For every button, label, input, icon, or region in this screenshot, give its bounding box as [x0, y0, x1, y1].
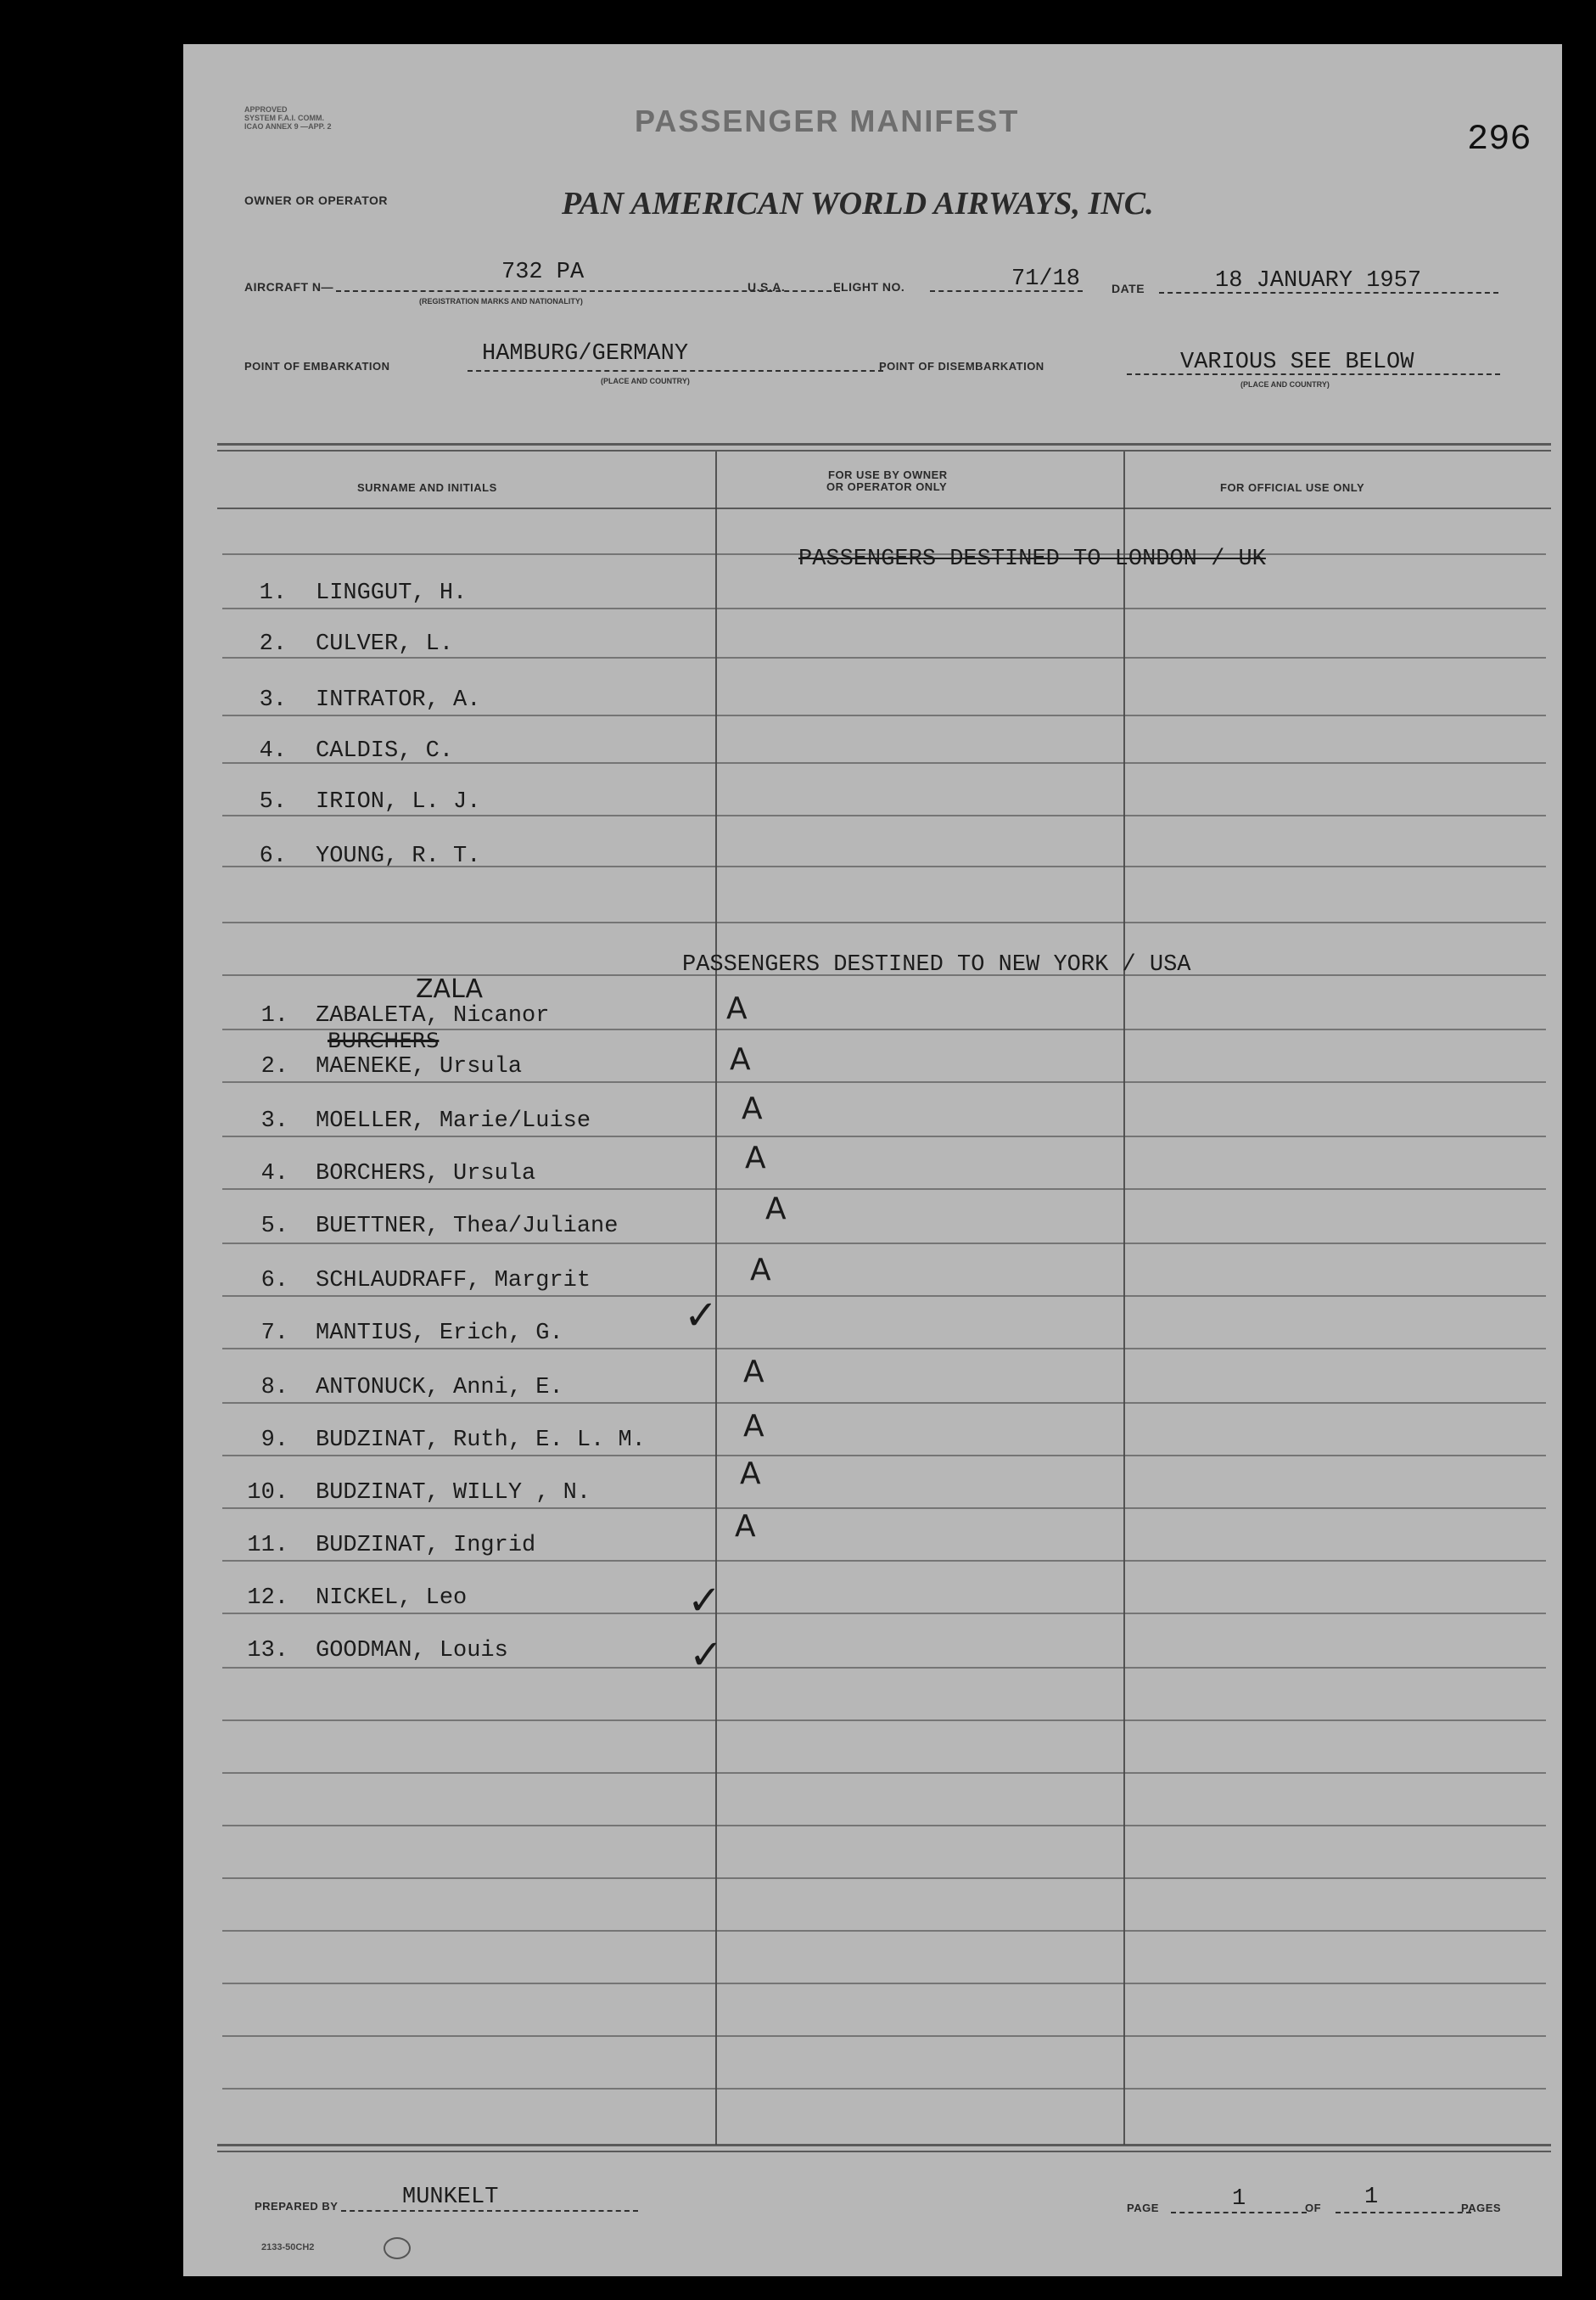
list-item-name: BORCHERS, Ursula [316, 1161, 536, 1186]
form-code: 2133-50CH2 [261, 2242, 315, 2252]
section2-heading: PASSENGERS DESTINED TO NEW YORK / USA [682, 952, 1191, 978]
aircraft-value: 732 PA [501, 260, 585, 285]
list-item-number: 10. [247, 1480, 288, 1506]
list-item-number: 9. [260, 1428, 288, 1453]
owner-label: OWNER OR OPERATOR [244, 194, 388, 207]
page-number: 296 [1467, 119, 1532, 160]
prepared-line [341, 2210, 638, 2212]
row-rule [222, 1402, 1546, 1404]
mark-a: A [726, 991, 748, 1026]
check-mark: ✓ [684, 1292, 719, 1339]
row-rule [222, 2088, 1546, 2090]
list-item-number: 1. [259, 581, 287, 606]
table-bottom-rule-2 [217, 2151, 1551, 2152]
list-item-number: 12. [247, 1585, 288, 1611]
list-item-number: 2. [260, 1054, 288, 1080]
approval-line: SYSTEM F.A.I. COMM. [244, 114, 325, 122]
row-rule [222, 1295, 1546, 1297]
list-item-name: ZABALETA, Nicanor [316, 1003, 550, 1029]
handwritten-annotation: ZALA [416, 974, 483, 1004]
page-line [1171, 2212, 1307, 2213]
row-rule [222, 2035, 1546, 2037]
check-mark: ✓ [687, 1577, 722, 1624]
manifest-sheet [183, 44, 1562, 2276]
mark-a: A [730, 1042, 751, 1077]
list-item-number: 7. [260, 1321, 288, 1346]
embark-note: (PLACE AND COUNTRY) [601, 377, 690, 385]
col-official-header: FOR OFFICIAL USE ONLY [1220, 481, 1365, 494]
row-rule [222, 1825, 1546, 1826]
list-item-number: 6. [260, 1268, 288, 1293]
form-title: PASSENGER MANIFEST [635, 104, 1020, 138]
list-item-name: CULVER, L. [316, 631, 454, 657]
page-value: 1 [1232, 2186, 1246, 2212]
mark-a: A [743, 1409, 764, 1444]
row-rule [222, 1930, 1546, 1932]
union-bug-icon [384, 2237, 411, 2259]
aircraft-label: AIRCRAFT N— [244, 280, 334, 294]
row-rule [222, 715, 1546, 716]
list-item-number: 5. [260, 1214, 288, 1239]
list-item-number: 8. [260, 1375, 288, 1400]
list-item-number: 5. [259, 789, 287, 815]
row-rule [222, 922, 1546, 923]
row-rule [222, 1455, 1546, 1456]
table-top-rule-2 [217, 450, 1551, 452]
approval-line: ICAO ANNEX 9 —APP. 2 [244, 122, 332, 131]
list-item-name: MOELLER, Marie/Luise [316, 1108, 591, 1134]
list-item-name: MANTIUS, Erich, G. [316, 1321, 563, 1346]
list-item-name: BUDZINAT, Ruth, E. L. M. [316, 1428, 646, 1453]
of-label: OF [1305, 2202, 1322, 2214]
date-value: 18 JANUARY 1957 [1215, 268, 1422, 294]
row-rule [222, 1188, 1546, 1190]
table-bottom-rule [217, 2144, 1551, 2146]
usa-label: U.S.A. [748, 280, 786, 294]
row-rule [222, 1983, 1546, 1984]
mark-a: A [765, 1192, 787, 1226]
flight-label: FLIGHT NO. [833, 280, 905, 294]
row-rule [222, 1243, 1546, 1244]
list-item-name: LINGGUT, H. [316, 581, 468, 606]
row-rule [222, 608, 1546, 609]
list-item-name: YOUNG, R. T. [316, 844, 481, 869]
row-rule [222, 1667, 1546, 1669]
list-item-name: IRION, L. J. [316, 789, 481, 815]
list-item-number: 3. [260, 1108, 288, 1134]
aircraft-note: (REGISTRATION MARKS AND NATIONALITY) [419, 297, 583, 306]
list-item-number: 3. [259, 687, 287, 713]
section1-heading: PASSENGERS DESTINED TO LONDON / UK [798, 547, 1266, 572]
mark-a: A [745, 1141, 766, 1175]
row-rule [222, 1719, 1546, 1721]
check-mark: ✓ [689, 1631, 724, 1679]
embark-value: HAMBURG/GERMANY [482, 341, 689, 367]
row-rule [222, 1348, 1546, 1349]
row-rule [222, 815, 1546, 816]
list-item-name: NICKEL, Leo [316, 1585, 468, 1611]
owner-value: PAN AMERICAN WORLD AIRWAYS, INC. [562, 186, 1154, 222]
disembark-value: VARIOUS SEE BELOW [1180, 350, 1414, 375]
col-owner-header-1: FOR USE BY OWNER [828, 468, 948, 481]
list-item-name: ANTONUCK, Anni, E. [316, 1375, 563, 1400]
flight-line [930, 290, 1083, 292]
pages-label: PAGES [1461, 2202, 1502, 2214]
list-item-name: GOODMAN, Louis [316, 1638, 508, 1663]
flight-value: 71/18 [1011, 266, 1081, 292]
row-rule [222, 1560, 1546, 1562]
list-item-number: 13. [247, 1638, 288, 1663]
mark-a: A [750, 1253, 771, 1287]
row-rule [222, 1136, 1546, 1137]
list-item-name: CALDIS, C. [316, 738, 454, 764]
list-item-number: 2. [259, 631, 287, 657]
approval-stamp [244, 105, 332, 131]
list-item-number: 4. [260, 1161, 288, 1186]
list-item-name: BUDZINAT, WILLY , N. [316, 1480, 591, 1506]
of-line [1336, 2212, 1471, 2213]
mark-a: A [742, 1091, 763, 1126]
row-rule [222, 657, 1546, 659]
disembark-line [1127, 373, 1500, 375]
list-item-number: 6. [259, 844, 287, 869]
col-surname-header: SURNAME AND INITIALS [357, 481, 497, 494]
list-item-name: BUETTNER, Thea/Juliane [316, 1214, 619, 1239]
list-item-name: MAENEKE, Ursula [316, 1054, 523, 1080]
column-divider-2 [1123, 452, 1125, 2145]
row-rule [222, 1772, 1546, 1774]
col-owner-header-2: OR OPERATOR ONLY [826, 480, 948, 493]
date-line [1159, 292, 1498, 294]
of-value: 1 [1364, 2185, 1379, 2210]
row-rule [222, 1613, 1546, 1614]
date-label: DATE [1112, 282, 1145, 295]
table-top-rule [217, 443, 1551, 446]
struck-annotation: BURCHERS [328, 1029, 440, 1052]
prepared-label: PREPARED BY [255, 2200, 339, 2213]
row-rule [222, 1877, 1546, 1879]
list-item-number: 1. [260, 1003, 288, 1029]
mark-a: A [743, 1355, 764, 1389]
prepared-value: MUNKELT [402, 2185, 499, 2210]
list-item-number: 4. [259, 738, 287, 764]
embark-line [468, 370, 883, 372]
disembark-label: POINT OF DISEMBARKATION [879, 360, 1044, 373]
row-rule [222, 1507, 1546, 1509]
embark-label: POINT OF EMBARKATION [244, 360, 390, 373]
approval-line: APPROVED [244, 105, 288, 114]
page-label: PAGE [1127, 2202, 1159, 2214]
mark-a: A [735, 1509, 756, 1544]
list-item-name: INTRATOR, A. [316, 687, 481, 713]
list-item-name: BUDZINAT, Ingrid [316, 1533, 536, 1558]
disembark-note: (PLACE AND COUNTRY) [1240, 380, 1330, 389]
list-item-number: 11. [247, 1533, 288, 1558]
list-item-name: SCHLAUDRAFF, Margrit [316, 1268, 591, 1293]
row-rule [222, 1081, 1546, 1083]
header-rule [217, 508, 1551, 509]
mark-a: A [740, 1456, 761, 1491]
